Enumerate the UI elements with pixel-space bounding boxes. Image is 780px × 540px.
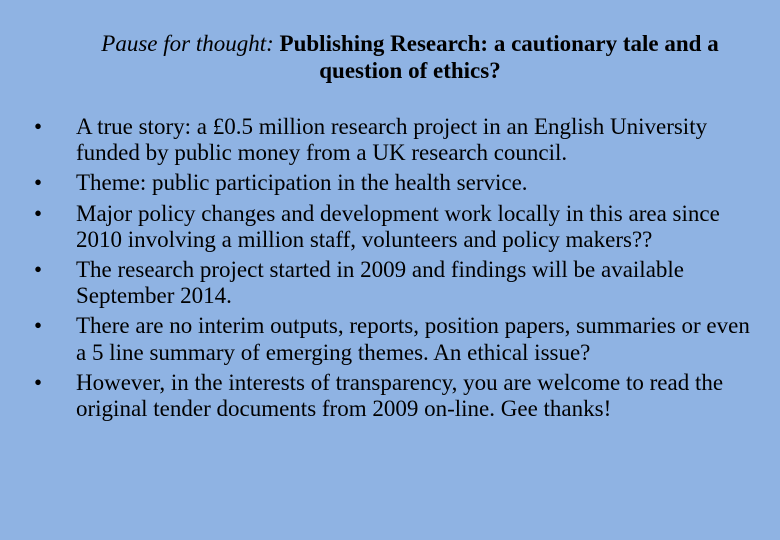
bullet-item [28,201,758,253]
bullet-list [28,114,758,426]
bullet-text: However, in the interests of transparency, you are welcome to read the original tender documents from 2009 on-line. Gee thanks! [76,369,724,422]
title-main: Publishing Research: a cautionary tale and a question of ethics? [273,31,719,83]
bullet-dot: • [33,200,43,226]
bullet-text: Major policy changes and development work locally in this area since 2010 involving a million staff, volunteers and policy makers?? [76,200,720,252]
slide-title [60,30,760,84]
bullet-dot: • [33,313,43,339]
bullet-item [28,313,758,365]
bullet-dot: • [33,257,43,283]
bullet-item [28,257,758,309]
bullet-item [28,170,758,196]
bullet-item [28,114,758,166]
bullet-item [28,370,758,422]
title-lead: Pause for thought: [101,31,274,56]
bullet-dot: • [33,170,43,196]
bullet-text: There are no interim outputs, reports, position papers, summaries or even a 5 line summary of emerging themes. An ethical issue? [76,313,750,365]
bullet-text: Theme: public participation in the health service. [76,170,528,196]
bullet-text: The research project started in 2009 and findings will be available September 2014. [76,257,685,309]
bullet-dot: • [33,114,43,139]
bullet-text: A true story: a £0.5 million research project in an English University funded by public money from a UK research council. [76,114,708,166]
bullet-dot: • [33,369,43,395]
